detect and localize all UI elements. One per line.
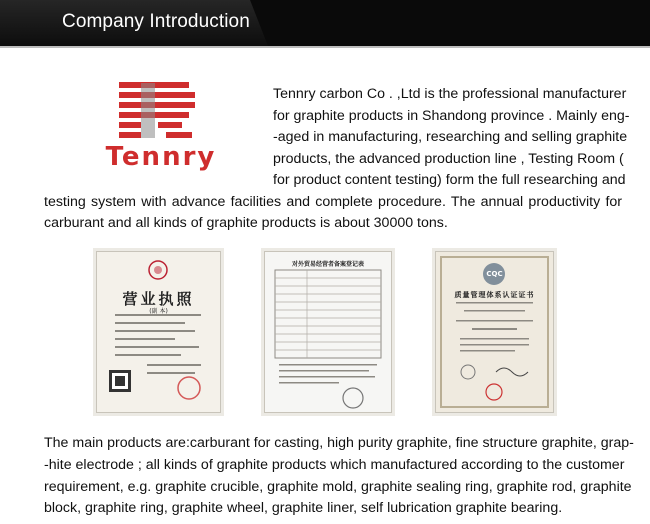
intro-line: -aged in manufacturing, researching and selling graphite xyxy=(273,129,628,145)
license-document-icon xyxy=(97,252,220,412)
section-title: Company Introduction xyxy=(62,11,250,32)
trade-registration-certificate xyxy=(264,251,392,413)
products-line: The main products are:carburant for casting, high purity graphite, fine structure graphite, grap- xyxy=(44,435,634,451)
logo-brand-text: Tennry xyxy=(105,142,217,172)
license-title: 营业执照 xyxy=(122,290,195,308)
intro-line: for product content testing) form the full researching and xyxy=(273,172,626,188)
registration-form-icon xyxy=(265,252,391,412)
cqc-badge-label: CQC xyxy=(486,270,503,278)
intro-line: carburant and all kinds of graphite products is about 30000 tons. xyxy=(44,215,448,231)
quality-system-certificate xyxy=(435,251,554,413)
trade-registration-title: 对外贸易经营者备案登记表 xyxy=(291,261,364,268)
products-line: -hite electrode ; all kinds of graphite products which manufactured according to the customer xyxy=(44,456,625,473)
quality-certificate-title: 质量管理体系认证证书 xyxy=(454,291,535,299)
header-divider xyxy=(0,46,650,48)
intro-line: Tennry carbon Co . ,Ltd is the professional manufacturer xyxy=(273,86,627,102)
products-line: requirement, e.g. graphite crucible, graphite mold, graphite sealing ring, graphite rod, graphite xyxy=(44,478,632,495)
section-header xyxy=(0,0,650,47)
license-subtitle: (副 本) xyxy=(149,308,168,315)
intro-line: for graphite products in Shandong province . Mainly eng- xyxy=(273,107,630,124)
intro-line: products, the advanced production line , Testing Room ( xyxy=(273,150,624,167)
intro-line: testing system with advance facilities and complete procedure. The annual productivity for xyxy=(44,193,622,210)
products-line: block, graphite ring, graphite wheel, graphite liner, self lubrication graphite bearing. xyxy=(44,500,563,517)
business-license-certificate xyxy=(96,251,221,413)
products-paragraph xyxy=(44,433,634,520)
intro-paragraph xyxy=(44,84,630,235)
